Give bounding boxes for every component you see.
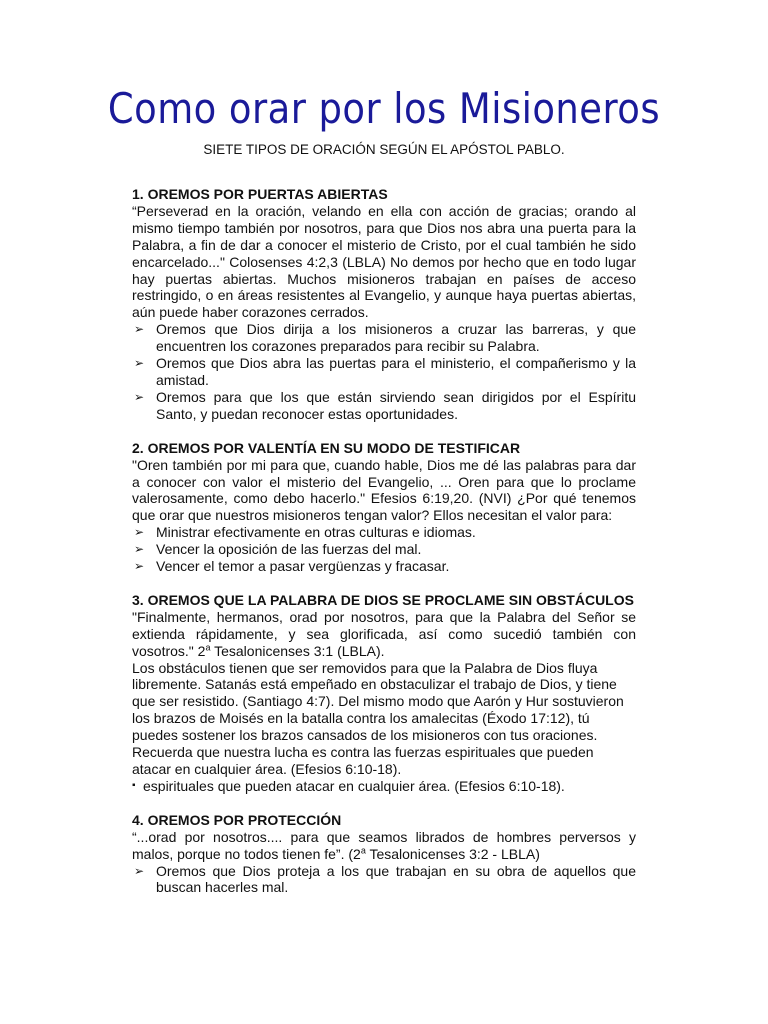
list-item-text: Oremos que Dios abra las puertas para el ministerio, el compañerismo y la amistad.	[156, 355, 636, 388]
list-item	[132, 541, 636, 558]
bullet-list	[132, 524, 636, 575]
list-item	[132, 778, 636, 795]
section-paragraph: “...orad por nosotros.... para que seamos librados de hombres perversos y malos, porque no todos tienen fe”. (2$^a$ Tesalonicenses 3:2 - LBLA)	[132, 828, 636, 862]
list-item	[132, 558, 636, 575]
list-item-text: Oremos para que los que están sirviendo sean dirigidos por el Espíritu Santo, y puedan reconocer estas oportunidades.	[156, 388, 636, 422]
section-heading: 4. OREMOS POR PROTECCIÓN	[132, 811, 342, 828]
list-item-text: Vencer el temor a pasar vergüenzas y fracasar.	[156, 558, 450, 575]
list-item-text: Vencer la oposición de las fuerzas del mal.	[156, 541, 422, 558]
list-item	[132, 863, 636, 897]
section-paragraph: “Perseverad en la oración, velando en ella con acción de gracias; orando al mismo tiempo también por nosotros, para que Dios nos abra una puerta para la Palabra, a fin de dar a conocer el misterio de Cristo, por el cual también he sido encarcelado..." Colosenses 4:2,3 (LBLA) No demos por hecho que en todo lugar hay puertas abiertas. Muchos misioneros trabajan en países de acceso restringido, o en áreas resistentes al Evangelio, y aunque haya puertas abiertas, aún puede haber corazones cerrados.	[132, 202, 636, 321]
section-paragraph: "Oren también por mi para que, cuando hable, Dios me dé las palabras para dar a conocer con valor el misterio del Evangelio, ... Oren para que lo proclame valerosamente, como debo hacerlo." Efesios 6:19,20. (NVI) ¿Por qué tenemos que orar que nuestros misioneros tengan valor? Ellos necesitan el valor para:	[132, 456, 636, 524]
section-protection	[132, 812, 636, 897]
list-item-text: Oremos que Dios dirija a los misioneros a cruzar las barreras, y que encuentren los corazones preparados para recibir su Palabra.	[156, 321, 636, 355]
arrowhead-bullet-icon: ➢	[134, 356, 145, 371]
arrowhead-bullet-icon: ➢	[134, 322, 145, 337]
arrowhead-bullet-icon: ➢	[134, 542, 145, 557]
list-item-text: espirituales que pueden atacar en cualquier área. (Efesios 6:10-18).	[143, 777, 565, 794]
bullet-list	[132, 778, 636, 795]
section-word-unhindered	[132, 592, 636, 795]
bullet-list	[132, 321, 636, 422]
bullet-list	[132, 863, 636, 897]
document-body	[132, 186, 636, 913]
list-item	[132, 355, 636, 389]
square-bullet-icon: ▪	[132, 779, 136, 791]
arrowhead-bullet-icon: ➢	[134, 863, 145, 878]
arrowhead-bullet-icon: ➢	[134, 389, 145, 404]
section-heading: 1. OREMOS POR PUERTAS ABIERTAS	[132, 186, 388, 202]
list-item	[132, 389, 636, 423]
section-open-doors	[132, 186, 636, 423]
list-item-text: Oremos que Dios proteja a los que trabajan en su obra de aquellos que buscan hacerles mal.	[156, 862, 636, 896]
section-heading: 2. OREMOS POR VALENTÍA EN SU MODO DE TESTIFICAR	[132, 439, 521, 456]
arrowhead-bullet-icon: ➢	[134, 525, 145, 540]
section-paragraph: "Finalmente, hermanos, orad por nosotros, para que la Palabra del Señor se extienda rápidamente, y sea glorificada, así como sucedió también con vosotros." 2$^a$ Tesalonicenses 3:1 (LBLA).	[132, 608, 636, 659]
arrowhead-bullet-icon: ➢	[134, 559, 145, 574]
list-item-text: Ministrar efectivamente en otras culturas e idiomas.	[156, 524, 476, 541]
section-heading: 3. OREMOS QUE LA PALABRA DE DIOS SE PROCLAME SIN OBSTÁCULOS	[132, 591, 634, 608]
page-subtitle: SIETE TIPOS DE ORACIÓN SEGÚN EL APÓSTOL PABLO.	[203, 142, 565, 157]
section-paragraph: Los obstáculos tienen que ser removidos para que la Palabra de Dios fluya libremente. Satanás está empeñado en obstaculizar el trabajo de Dios, y tiene que ser resistido. (Santiago 4:7). Del mismo modo que Aarón y Hur sostuvieron los brazos de Moisés en la batalla contra los amalecitas (Éxodo 17:12), tú puedes sostener los brazos cansados de los misioneros con tus oraciones. Recuerda que nuestra lucha es contra las fuerzas espirituales que pueden atacar en cualquier área. (Efesios 6:10-18).	[132, 659, 624, 777]
page-title: Como orar por los Misioneros	[107, 84, 661, 133]
list-item	[132, 524, 636, 541]
list-item	[132, 321, 636, 355]
section-boldness	[132, 440, 636, 575]
